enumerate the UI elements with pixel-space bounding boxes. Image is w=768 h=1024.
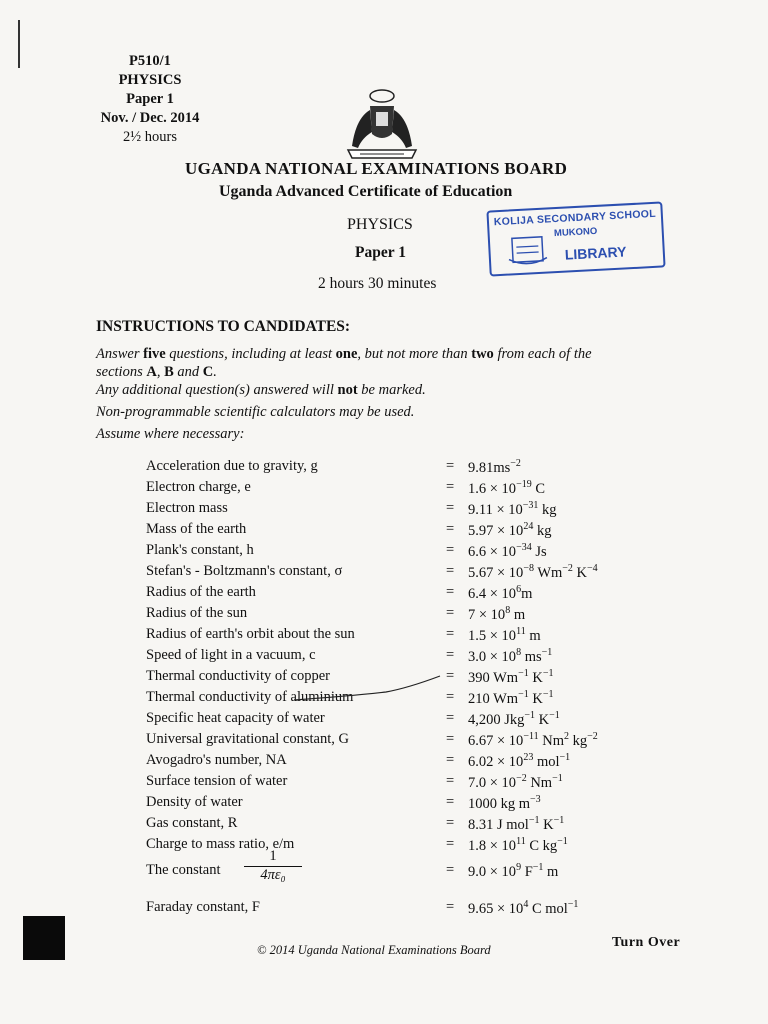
- constant-label: Plank's constant, h: [146, 542, 254, 558]
- instructions-block: [96, 345, 676, 443]
- paper-header: [80, 52, 220, 147]
- paper-duration: 2 hours 30 minutes: [318, 275, 437, 292]
- equals-sign: =: [446, 458, 455, 474]
- paper-title: Paper 1: [355, 244, 406, 261]
- constant-label: Specific heat capacity of water: [146, 710, 325, 726]
- constant-label: Radius of the earth: [146, 584, 256, 600]
- header-duration: 2½ hours: [123, 129, 177, 145]
- constant-value: $7.0 \times 10^{-2}$ $Nm^{-1}$: [468, 773, 563, 791]
- constant-value: 8.31 J mol$^{-1}$ $K^{-1}$: [468, 815, 565, 833]
- constant-value: $1.5 \times 10^{11}$ m: [468, 626, 541, 644]
- constant-value: $9.65 \times 10^4$ C mol$^{-1}$: [468, 899, 579, 917]
- constant-value: $7 \times 10^8$ m: [468, 605, 526, 623]
- constant-value: $6.4 \times 10^6m$: [468, 584, 533, 602]
- instruction-line-2: sections A, B and C.: [96, 364, 217, 380]
- constant-label: Mass of the earth: [146, 521, 247, 537]
- turn-over-label: Turn Over: [612, 935, 681, 950]
- paper-code: P510/1: [129, 53, 171, 69]
- equals-sign: =: [446, 626, 455, 642]
- constant-value: $6.6 \times 10^{-34}$ Js: [468, 542, 547, 560]
- constant-value: $9.81ms^{-2}$: [468, 458, 521, 476]
- constant-label: Density of water: [146, 794, 243, 810]
- stamp-label: LIBRARY: [564, 243, 627, 263]
- constant-label: Avogadro's number, NA: [146, 752, 287, 768]
- constant-label: Radius of earth's orbit about the sun: [146, 626, 355, 642]
- constant-value: $1.8 \times 10^{11}$ C $kg^{-1}$: [468, 836, 568, 854]
- constant-value: $9.0 \times 10^9$ $F^{-1}$ m: [468, 862, 559, 880]
- header-session: Nov. / Dec. 2014: [100, 110, 200, 126]
- board-title: UGANDA NATIONAL EXAMINATIONS BOARD: [185, 159, 568, 178]
- constant-value: $3.0 \times 10^8$ $ms^{-1}$: [468, 647, 553, 665]
- equals-sign: =: [446, 563, 455, 579]
- constant-label: Radius of the sun: [146, 605, 248, 621]
- header-paper: Paper 1: [126, 91, 174, 107]
- constant-label: Stefan's - Boltzmann's constant, σ: [146, 563, 343, 579]
- equals-sign: =: [446, 773, 455, 789]
- equals-sign: =: [446, 731, 455, 747]
- constant-value: 1000 kg $m^{-3}$: [468, 794, 541, 812]
- equals-sign: =: [446, 479, 455, 495]
- constant-label: The constant: [146, 862, 221, 878]
- library-stamp: [486, 201, 665, 276]
- instruction-line-1: Answer five questions, including at least one, but not more than two from each of the: [96, 346, 592, 362]
- equals-sign: =: [446, 862, 455, 878]
- constant-value: $1.6 \times 10^{-19}$ C: [468, 479, 545, 497]
- equals-sign: =: [446, 500, 455, 516]
- certificate-title: Uganda Advanced Certificate of Education: [219, 183, 513, 200]
- equals-sign: =: [446, 542, 455, 558]
- equals-sign: =: [446, 752, 455, 768]
- constant-label: Electron mass: [146, 500, 228, 516]
- header-subject: PHYSICS: [118, 72, 182, 88]
- stamp-school: KOLIJA SECONDARY SCHOOL: [493, 207, 657, 229]
- constant-label: Universal gravitational constant, G: [146, 731, 349, 747]
- subject-title: PHYSICS: [347, 216, 413, 233]
- constant-value: $9.11 \times 10^{-31}$ kg: [468, 500, 557, 518]
- copyright-footer: © 2014 Uganda National Examinations Board: [257, 943, 491, 957]
- pen-mark-icon: [290, 670, 450, 710]
- equals-sign: =: [446, 815, 455, 831]
- constant-value: 390 $Wm^{-1}$ $K^{-1}$: [468, 668, 554, 686]
- equals-sign: =: [446, 710, 455, 726]
- constant-value: $6.02 \times 10^{23}$ mol$^{-1}$: [468, 752, 571, 770]
- coat-of-arms-logo: [340, 88, 424, 160]
- constant-fraction: [242, 848, 304, 884]
- constant-value: 4,200 Jkg$^{-1}$ $K^{-1}$: [468, 710, 560, 728]
- equals-sign: =: [446, 605, 455, 621]
- equals-sign: =: [446, 521, 455, 537]
- equals-sign: =: [446, 584, 455, 600]
- equals-sign: =: [446, 899, 455, 915]
- constant-label: Electron charge, e: [146, 479, 251, 495]
- instruction-line-4: Non-programmable scientific calculators may be used.: [96, 404, 415, 420]
- equals-sign: =: [446, 647, 455, 663]
- constant-value: $6.67 \times 10^{-11}$ Nm$^2$ $kg^{-2}$: [468, 731, 598, 749]
- constant-label: Speed of light in a vacuum, c: [146, 647, 316, 663]
- fraction-denominator: 4πε₀: [260, 867, 286, 883]
- instructions-heading: INSTRUCTIONS TO CANDIDATES:: [96, 318, 351, 335]
- constant-label: Surface tension of water: [146, 773, 288, 789]
- equals-sign: =: [446, 668, 455, 684]
- registration-mark: [23, 916, 65, 960]
- equals-sign: =: [446, 794, 455, 810]
- constant-label: Thermal conductivity of aluminium: [146, 689, 354, 705]
- stamp-emblem-icon: [504, 233, 552, 267]
- constant-value: $5.67 \times 10^{-8}$ $Wm^{-2}$ $K^{-4}$: [468, 563, 598, 581]
- constant-label: Acceleration due to gravity, g: [146, 458, 318, 474]
- instruction-line-3: Any additional question(s) answered will not be marked.: [96, 382, 426, 398]
- stamp-town: MUKONO: [553, 225, 598, 240]
- constant-label: Faraday constant, F: [146, 899, 260, 915]
- fraction-numerator: 1: [269, 848, 277, 864]
- margin-mark: [18, 20, 20, 68]
- equals-sign: =: [446, 689, 455, 705]
- constant-label: Thermal conductivity of copper: [146, 668, 331, 684]
- equals-sign: =: [446, 836, 455, 852]
- constant-value: $5.97 \times 10^{24}$ kg: [468, 521, 552, 539]
- instruction-line-5: Assume where necessary:: [96, 426, 245, 442]
- constant-label: Gas constant, R: [146, 815, 238, 831]
- constant-value: 210 $Wm^{-1}$ $K^{-1}$: [468, 689, 554, 707]
- constant-label: Charge to mass ratio, e/m: [146, 836, 295, 852]
